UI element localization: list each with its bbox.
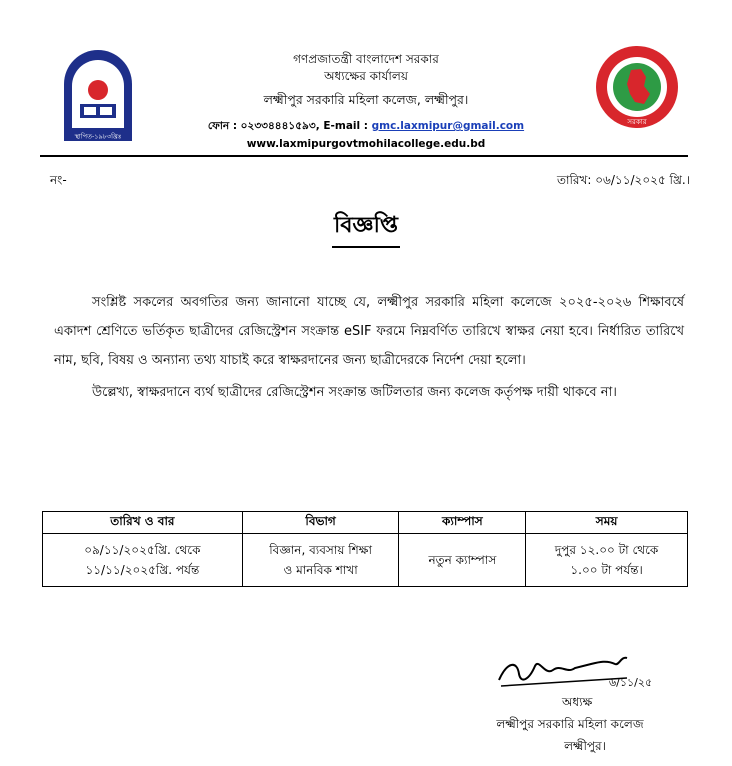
signatory-college: লক্ষ্মীপুর সরকারি মহিলা কলেজ	[496, 717, 644, 731]
office-name: অধ্যক্ষের কার্যালয়	[324, 69, 408, 83]
website-link[interactable]: www.laxmipurgovtmohilacollege.edu.bd	[246, 138, 486, 150]
notice-paragraph-2: উল্লেখ্য, স্বাক্ষরদানে ব্যর্থ ছাত্রীদের রেজিস্ট্রেশন সংক্রান্ত জটিলতার জন্য কলেজ কর্তৃপক্ষ দায়ী থাকবে না।	[92, 385, 617, 400]
signature-date: ৬/১১/২৫	[609, 676, 653, 689]
phone-text: ফোন : ০২৩৩৪৪৪১৫৯৩,	[207, 120, 320, 132]
department-line-2: ও মানবিক শাখা	[283, 563, 358, 577]
time-to: ১.০০ টা পর্যন্ত।	[570, 563, 643, 577]
college-name: লক্ষ্মীপুর সরকারি মহিলা কলেজ, লক্ষ্মীপুর।	[263, 92, 469, 107]
government-name: গণপ্রজাতন্ত্রী বাংলাদেশ সরকার	[293, 52, 439, 66]
logo-established-text: স্থাপিত-১৯৮৩খ্রিঃ	[74, 132, 122, 141]
cell-campus: নতুন ক্যাম্পাস	[399, 534, 526, 587]
schedule-table	[42, 511, 688, 587]
date-to: ১১/১১/২০২৫খ্রি. পর্যন্ত	[85, 563, 200, 577]
cell-department	[242, 534, 399, 587]
table-header-row	[43, 512, 688, 534]
reference-number: নং-	[50, 173, 67, 187]
notice-title: বিজ্ঞপ্তি	[332, 208, 400, 248]
principal-title: অধ্যক্ষ	[562, 695, 593, 709]
header-time: সময়	[526, 512, 688, 534]
notice-title-wrap	[0, 208, 732, 248]
contact-line	[0, 118, 732, 134]
date-from: ০৯/১১/২০২৫খ্রি. থেকে	[84, 543, 201, 557]
email-label: E-mail :	[323, 120, 368, 132]
department-line-1: বিজ্ঞান, ব্যবসায় শিক্ষা	[269, 543, 372, 557]
time-from: দুপুর ১২.০০ টা থেকে	[554, 543, 659, 557]
header-department: বিভাগ	[242, 512, 399, 534]
principal-signature	[495, 650, 665, 694]
header-divider	[40, 155, 688, 157]
header-campus: ক্যাম্পাস	[399, 512, 526, 534]
signatory-city: লক্ষ্মীপুর।	[564, 739, 606, 753]
header-date: তারিখ ও বার	[43, 512, 243, 534]
notice-body	[54, 288, 684, 407]
notice-date: তারিখ: ০৬/১১/২০২৫ খ্রি.।	[557, 173, 690, 187]
notice-paragraph-1: সংশ্লিষ্ট সকলের অবগতির জন্য জানানো যাচ্ছে যে, লক্ষ্মীপুর সরকারি মহিলা কলেজে ২০২৫-২০২৬ শিক্ষাবর্ষে একাদশ শ্রেণিতে ভর্তিকৃত ছাত্রীদের রেজিস্ট্রেশন সংক্রান্ত eSIF ফরমে নিম্নবর্ণিত তারিখে স্বাক্ষর নেয়া হবে। নির্ধারিত তারিখে নাম, ছবি, বিষয় ও অন্যান্য তথ্য যাচাই করে স্বাক্ষরদানের জন্য ছাত্রীদেরকে নির্দেশ দেয়া হলো।	[54, 295, 684, 368]
table-row	[43, 534, 688, 587]
cell-time	[526, 534, 688, 587]
email-link[interactable]: gmc.laxmipur@gmail.com	[371, 120, 525, 132]
seal-bottom-text: সরকার	[627, 118, 647, 126]
cell-date	[43, 534, 243, 587]
